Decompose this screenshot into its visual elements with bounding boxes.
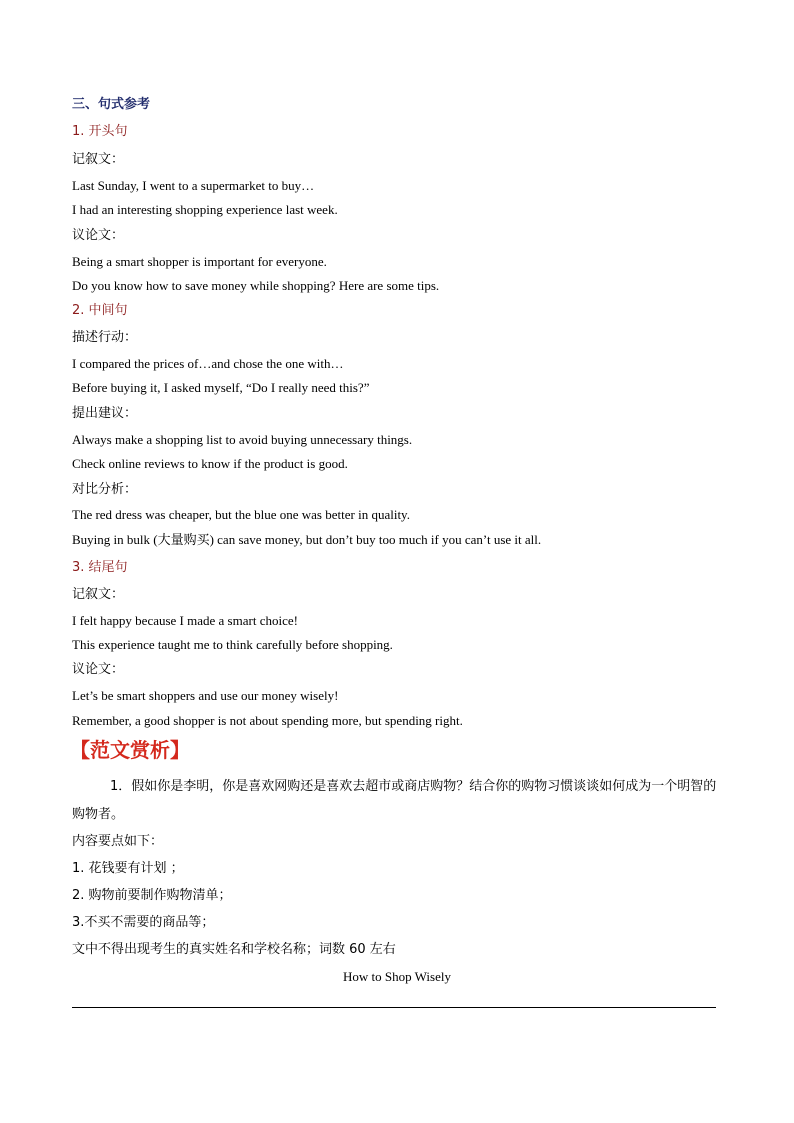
sentence-line: Being a smart shopper is important for everyone. — [72, 254, 327, 269]
compare-label: 对比分析： — [72, 482, 138, 497]
item-heading-opening — [72, 124, 128, 140]
model-essay-title: 【范文赏析】 — [70, 738, 190, 762]
point-item: 1. 花钱要有计划 ； — [72, 861, 184, 876]
item-label: 中间句 — [88, 303, 128, 318]
sentence-line: Last Sunday, I went to a supermarket to buy… — [72, 178, 315, 193]
narrative-label: 记叙文： — [72, 152, 125, 167]
sentence-line: I had an interesting shopping experience last week. — [72, 202, 338, 217]
sentence-line: This experience taught me to think carefully before shopping. — [72, 637, 393, 652]
sentence-line: Always make a shopping list to avoid buying unnecessary things. — [72, 432, 413, 447]
task-prompt: 1．假如你是李明，你是喜欢网购还是喜欢去超市或商店购物？结合你的购物习惯谈谈如何成为一个明智的购物者。 — [72, 779, 717, 822]
points-label: 内容要点如下： — [72, 834, 164, 849]
sentence-line: Do you know how to save money while shopping? Here are some tips. — [72, 278, 440, 293]
argument-label: 议论文： — [72, 228, 125, 243]
item-number: 3. — [72, 560, 85, 575]
section-title: 三、句式参考 — [72, 97, 151, 112]
essay-title: How to Shop Wisely — [343, 969, 451, 984]
argument-label: 议论文： — [72, 662, 125, 677]
action-label: 描述行动： — [72, 330, 138, 345]
point-item: 3.不买不需要的商品等； — [72, 915, 215, 930]
sentence-line: I compared the prices of…and chose the one with… — [72, 356, 344, 371]
sentence-line: Buying in bulk (大量购买) can save money, but don’t buy too much if you can’t use it all. — [72, 532, 542, 547]
item-heading-ending — [72, 560, 128, 576]
sentence-line: Check online reviews to know if the product is good. — [72, 456, 348, 471]
sentence-line: The red dress was cheaper, but the blue one was better in quality. — [72, 507, 410, 522]
point-item: 2. 购物前要制作购物清单； — [72, 888, 232, 903]
item-label: 开头句 — [88, 124, 128, 139]
advice-label: 提出建议： — [72, 406, 138, 421]
sentence-line: I felt happy because I made a smart choice! — [72, 613, 298, 628]
requirement: 文中不得出现考生的真实姓名和学校名称；词数 60 左右 — [72, 942, 396, 957]
sentence-line: Let’s be smart shoppers and use our money wisely! — [72, 688, 339, 703]
item-number: 2. — [72, 303, 85, 318]
item-number: 1. — [72, 124, 85, 139]
item-heading-middle — [72, 303, 128, 319]
sentence-line: Before buying it, I asked myself, “Do I really need this?” — [72, 380, 370, 395]
narrative-label: 记叙文： — [72, 587, 125, 602]
item-label: 结尾句 — [88, 560, 128, 575]
answer-line — [72, 1007, 716, 1008]
sentence-line: Remember, a good shopper is not about spending more, but spending right. — [72, 713, 463, 728]
